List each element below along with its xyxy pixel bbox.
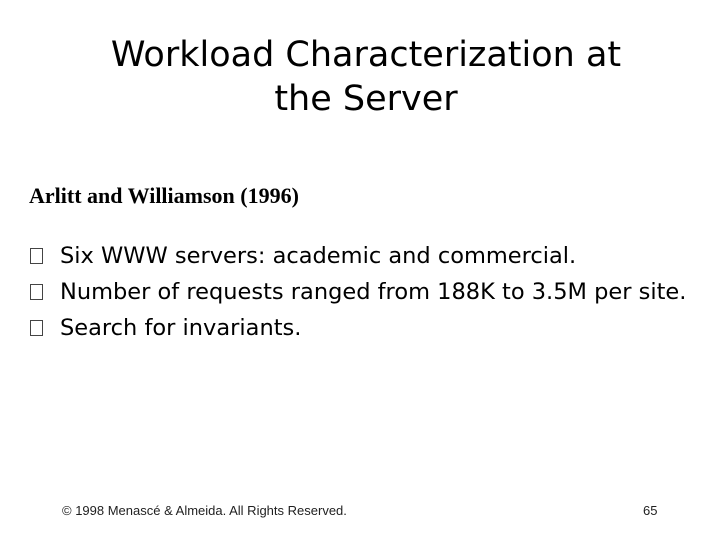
bullet-text: Number of requests ranged from 188K to 3.5M per site. <box>60 279 687 305</box>
slide-subtitle: Arlitt and Williamson (1996) <box>29 183 299 208</box>
footer-copyright: © 1998 Menascé & Almeida. All Rights Reserved. <box>62 503 347 518</box>
page-number: 65 <box>643 503 658 518</box>
slide-title <box>0 33 720 121</box>
square-bullet-icon <box>30 248 43 264</box>
bullet-list <box>30 238 700 346</box>
title-line-1: Workload Characterization at <box>110 35 622 76</box>
bullet-item <box>30 238 700 274</box>
bullet-item <box>30 274 700 310</box>
bullet-item <box>30 310 700 346</box>
square-bullet-icon <box>30 284 43 300</box>
bullet-text: Six WWW servers: academic and commercial. <box>60 243 577 269</box>
square-bullet-icon <box>30 320 43 336</box>
bullet-text: Search for invariants. <box>60 315 302 341</box>
title-line-2: the Server <box>274 79 458 120</box>
